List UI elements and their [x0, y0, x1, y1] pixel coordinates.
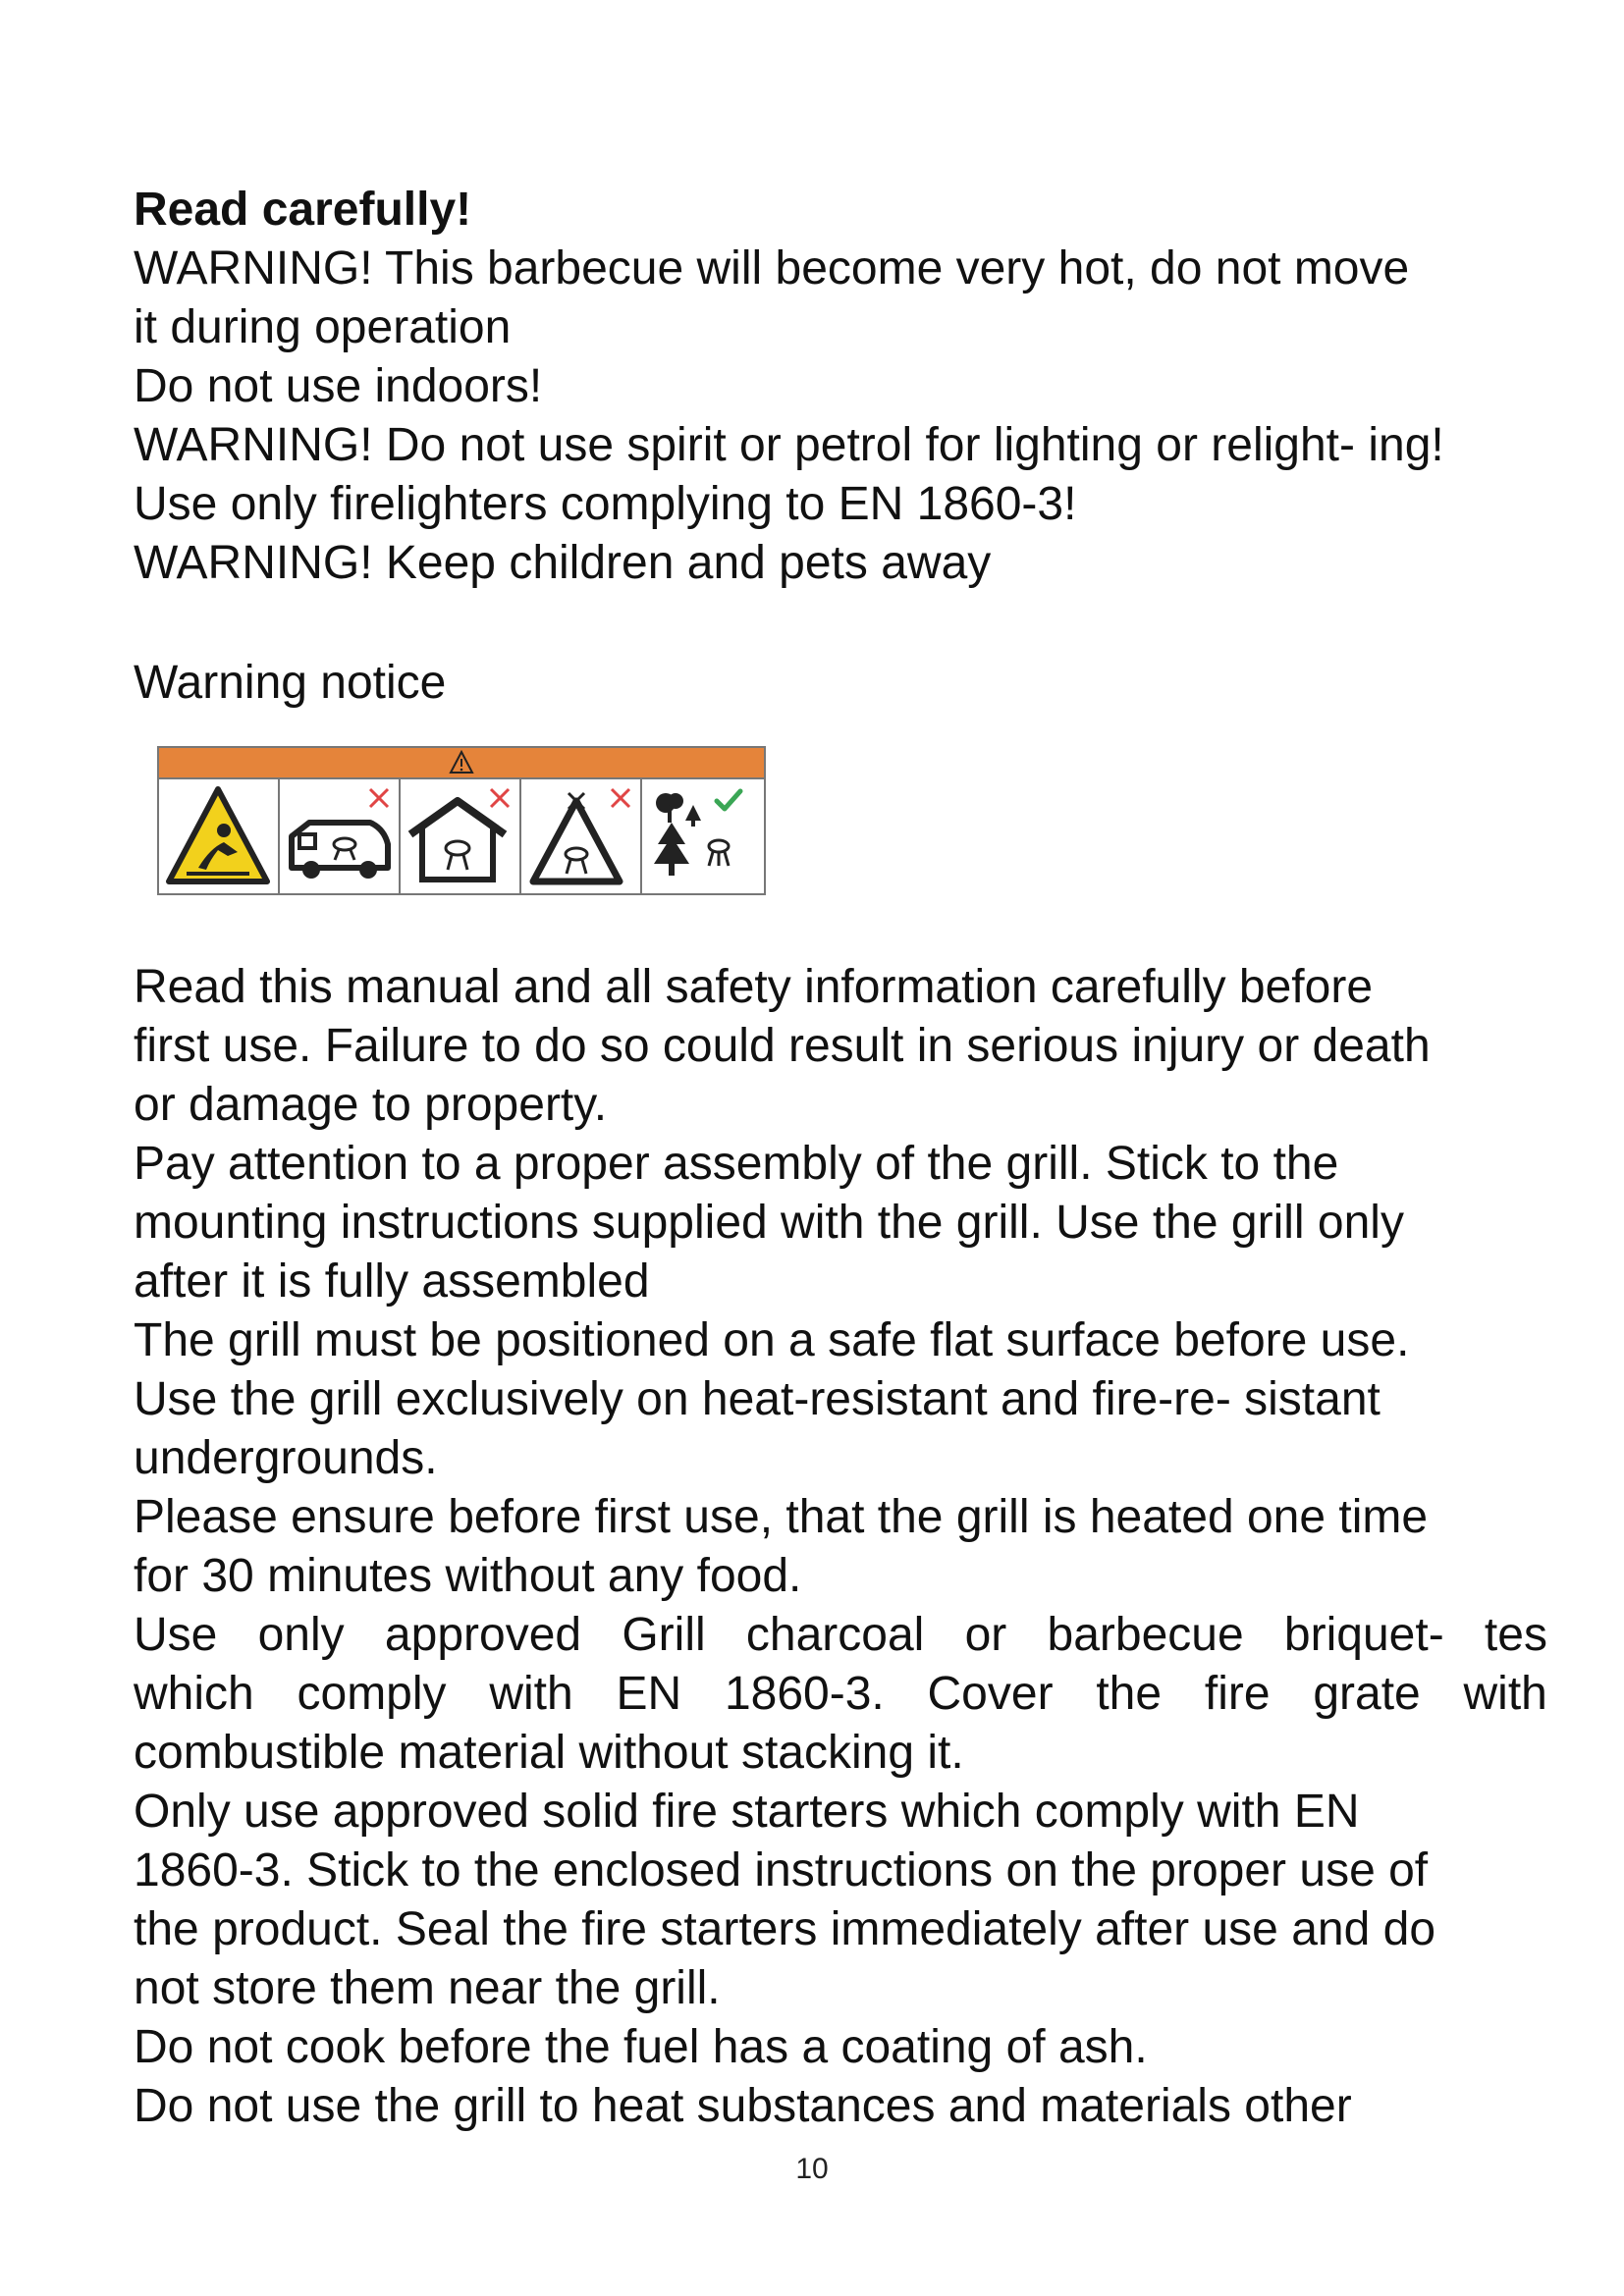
- warning-line: it during operation: [134, 301, 512, 353]
- warning-notice-label: Warning notice: [134, 657, 447, 709]
- prohibited-cross-icon: [612, 789, 629, 807]
- justified-word: or: [964, 1609, 1007, 1661]
- justified-word: which: [134, 1668, 254, 1720]
- no-grill-in-car-icon: [280, 779, 399, 893]
- body-line: combustible material without stacking it.: [134, 1727, 964, 1779]
- picto-burn-warning: [159, 779, 280, 893]
- body-line: first use. Failure to do so could result in serious injury or death: [134, 1020, 1431, 1072]
- justified-word: comply: [297, 1668, 447, 1720]
- allowed-check-icon: [717, 791, 740, 809]
- body-line: after it is fully assembled: [134, 1255, 650, 1308]
- safety-instructions: [134, 958, 1577, 2136]
- justified-word: briquet-: [1283, 1609, 1444, 1661]
- justified-word: 1860-3.: [724, 1668, 885, 1720]
- body-line: 1860-3. Stick to the enclosed instructions on the proper use of: [134, 1844, 1429, 1896]
- body-line-justified: [134, 1665, 1547, 1724]
- picto-no-tent: [521, 779, 642, 893]
- body-line: for 30 minutes without any food.: [134, 1550, 802, 1602]
- grill-outdoors-allowed-icon: [642, 779, 761, 893]
- caution-triangle-icon: [449, 750, 474, 775]
- body-line-justified: [134, 1606, 1547, 1665]
- justified-word: Cover: [927, 1668, 1054, 1720]
- person-burn-warning-icon: [159, 779, 278, 893]
- picto-outdoors-allowed: [642, 779, 763, 893]
- picto-no-indoors: [401, 779, 521, 893]
- picto-no-vehicle: [280, 779, 401, 893]
- warning-pictogram-label: [157, 746, 766, 895]
- body-line: the product. Seal the fire starters immediately after use and do: [134, 1903, 1436, 1955]
- grill-icon: [709, 840, 729, 866]
- no-grill-indoors-icon: [401, 779, 519, 893]
- justified-word: approved: [384, 1609, 582, 1661]
- body-line: mounting instructions supplied with the grill. Use the grill only: [134, 1197, 1404, 1249]
- body-line: Pay attention to a proper assembly of the grill. Stick to the: [134, 1138, 1339, 1190]
- prohibited-cross-icon: [491, 789, 509, 807]
- warning-line: Do not use indoors!: [134, 360, 543, 412]
- page-number: 10: [795, 2153, 829, 2185]
- justified-word: barbecue: [1047, 1609, 1244, 1661]
- body-line: Use the grill exclusively on heat-resistant and fire-re- sistant: [134, 1373, 1380, 1425]
- justified-word: the: [1096, 1668, 1163, 1720]
- body-line: not store them near the grill.: [134, 1962, 721, 2014]
- body-line: undergrounds.: [134, 1432, 438, 1484]
- justified-word: Use: [134, 1609, 218, 1661]
- justified-word: charcoal: [745, 1609, 925, 1661]
- prohibited-cross-icon: [370, 789, 388, 807]
- body-line: The grill must be positioned on a safe flat surface before use.: [134, 1314, 1410, 1366]
- justified-word: grate: [1313, 1668, 1421, 1720]
- body-line: Do not cook before the fuel has a coating of ash.: [134, 2021, 1148, 2073]
- justified-word: with: [1463, 1668, 1547, 1720]
- warning-bar: [159, 748, 764, 779]
- body-line: Do not use the grill to heat substances and materials other: [134, 2080, 1352, 2132]
- justified-word: EN: [616, 1668, 682, 1720]
- body-line: Read this manual and all safety information carefully before: [134, 961, 1374, 1013]
- justified-word: only: [257, 1609, 345, 1661]
- section-heading: Read carefully!: [134, 184, 472, 236]
- tree-icon: [654, 793, 701, 876]
- justified-word: with: [489, 1668, 573, 1720]
- justified-word: fire: [1204, 1668, 1271, 1720]
- warning-line: WARNING! Keep children and pets away: [134, 537, 992, 589]
- justified-word: Grill: [622, 1609, 706, 1661]
- warning-line: Use only firelighters complying to EN 1860-3!: [134, 478, 1077, 530]
- body-line: or damage to property.: [134, 1079, 608, 1131]
- body-line: Please ensure before first use, that the grill is heated one time: [134, 1491, 1429, 1543]
- warnings-section: [134, 181, 1577, 593]
- body-line: Only use approved solid fire starters which comply with EN: [134, 1786, 1360, 1838]
- warning-line: WARNING! Do not use spirit or petrol for lighting or relight- ing!: [134, 419, 1444, 471]
- no-grill-in-tent-icon: [521, 779, 640, 893]
- warning-line: WARNING! This barbecue will become very hot, do not move: [134, 242, 1410, 294]
- warning-notice-section: [134, 654, 1577, 713]
- justified-word: tes: [1484, 1609, 1547, 1661]
